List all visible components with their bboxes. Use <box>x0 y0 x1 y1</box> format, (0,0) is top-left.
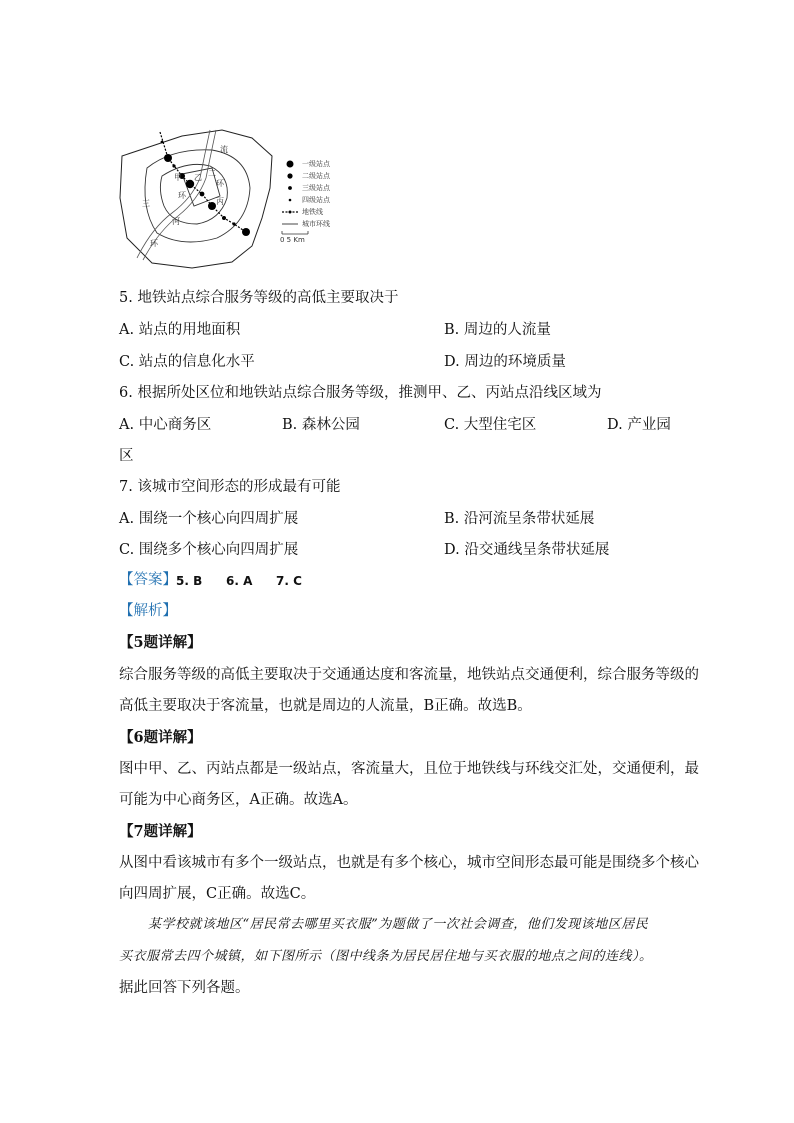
station-level1-se <box>242 228 250 236</box>
q5-analysis-heading: 【5题详解】 <box>119 634 202 651</box>
answer-tag: 【答案】 <box>119 572 177 588</box>
svg-text:城市环线: 城市环线 <box>302 220 330 228</box>
label-inner-ring-2: 环 <box>216 179 224 188</box>
q5-analysis-line2: 高低主要取决于客流量，也就是周边的人流量，B正确。故选B。 <box>119 698 532 714</box>
station-level4 <box>172 164 175 167</box>
q5-option-d: D. 周边的环境质量 <box>444 354 566 370</box>
q6-analysis-heading: 【6题详解】 <box>119 729 202 746</box>
q7-option-a: A. 围绕一个核心向四周扩展 <box>119 511 299 527</box>
q6-option-d-continued: 区 <box>119 448 134 464</box>
svg-text:二级站点: 二级站点 <box>302 172 330 180</box>
label-river-2: 河 <box>172 217 180 226</box>
svg-text:一级站点: 一级站点 <box>302 160 330 168</box>
q7-analysis-heading: 【7题详解】 <box>119 823 202 840</box>
q7-option-b: B. 沿河流呈条带状延展 <box>444 511 595 527</box>
q5-stem: 5. 地铁站点综合服务等级的高低主要取决于 <box>119 290 399 306</box>
q6-option-d: D. 产业园 <box>607 417 671 433</box>
third-ring-road <box>145 150 250 242</box>
svg-text:0 5 Km: 0 5 Km <box>280 236 305 244</box>
q6-option-b: B. 森林公园 <box>282 417 360 433</box>
q6-option-c: C. 大型住宅区 <box>444 417 537 433</box>
q5-analysis-line1: 综合服务等级的高低主要取决于交通通达度和客流量，地铁站点交通便利，综合服务等级的 <box>119 667 699 683</box>
q5-option-c: C. 站点的信息化水平 <box>119 354 255 370</box>
station-yi <box>186 180 194 188</box>
q7-analysis-line1: 从图中看该城市有多个一级站点，也就是有多个核心，城市空间形态最可能是围绕多个核心 <box>119 855 699 871</box>
q5-option-a: A. 站点的用地面积 <box>119 322 241 338</box>
label-ring-small: 环 <box>178 191 186 200</box>
map-legend <box>280 159 331 244</box>
intro-line3: 据此回答下列各题。 <box>119 980 250 996</box>
q7-stem: 7. 该城市空间形态的形成最有可能 <box>119 479 341 495</box>
answer-7: 7. C <box>276 574 302 588</box>
q7-option-c: C. 围绕多个核心向四周扩展 <box>119 542 299 558</box>
q6-analysis-line1: 图中甲、乙、丙站点都是一级站点，客流量大，且位于地铁线与环线交汇处，交通便利，最 <box>119 761 699 777</box>
q5-option-b: B. 周边的人流量 <box>444 322 551 338</box>
intro-line1: 某学校就该地区“居民常去哪里买衣服”为题做了一次社会调查，他们发现该地区居民 <box>148 917 649 932</box>
station-level4 <box>232 222 235 225</box>
subway-station-map <box>112 128 394 270</box>
q7-option-d: D. 沿交通线呈条带状延展 <box>444 542 610 558</box>
station-bing <box>208 202 216 210</box>
q6-stem: 6. 根据所处区位和地铁站点综合服务等级，推测甲、乙、丙站点沿线区域为 <box>119 385 602 401</box>
label-bing: 丙 <box>216 197 224 206</box>
station-level3 <box>222 216 226 220</box>
label-river: 流 <box>220 145 228 154</box>
station-level1 <box>164 154 172 162</box>
river <box>137 130 210 258</box>
analysis-tag: 【解析】 <box>119 603 177 619</box>
label-inner-ring: 二 <box>208 169 216 178</box>
answer-5: 5. B <box>176 574 203 588</box>
svg-text:地铁线: 地铁线 <box>302 208 323 216</box>
intro-line2: 买衣服常去四个城镇，如下图所示（图中线条为居民居住地与买衣服的地点之间的连线）。 <box>119 949 653 964</box>
q6-option-a: A. 中心商务区 <box>119 417 212 433</box>
label-third-ring-1: 三 <box>142 199 150 208</box>
label-yi: 乙 <box>194 173 202 182</box>
q6-analysis-line2: 可能为中心商务区，A正确。故选A。 <box>119 792 358 808</box>
svg-text:四级站点: 四级站点 <box>302 196 330 204</box>
answer-6: 6. A <box>226 574 253 588</box>
svg-text:三级站点: 三级站点 <box>302 184 330 192</box>
q7-analysis-line2: 向四周扩展，C正确。故选C。 <box>119 886 316 902</box>
label-jia: 甲 <box>174 173 182 182</box>
label-third-ring-2: 环 <box>150 239 158 248</box>
station-level2 <box>200 192 205 197</box>
station-level4 <box>161 141 164 144</box>
